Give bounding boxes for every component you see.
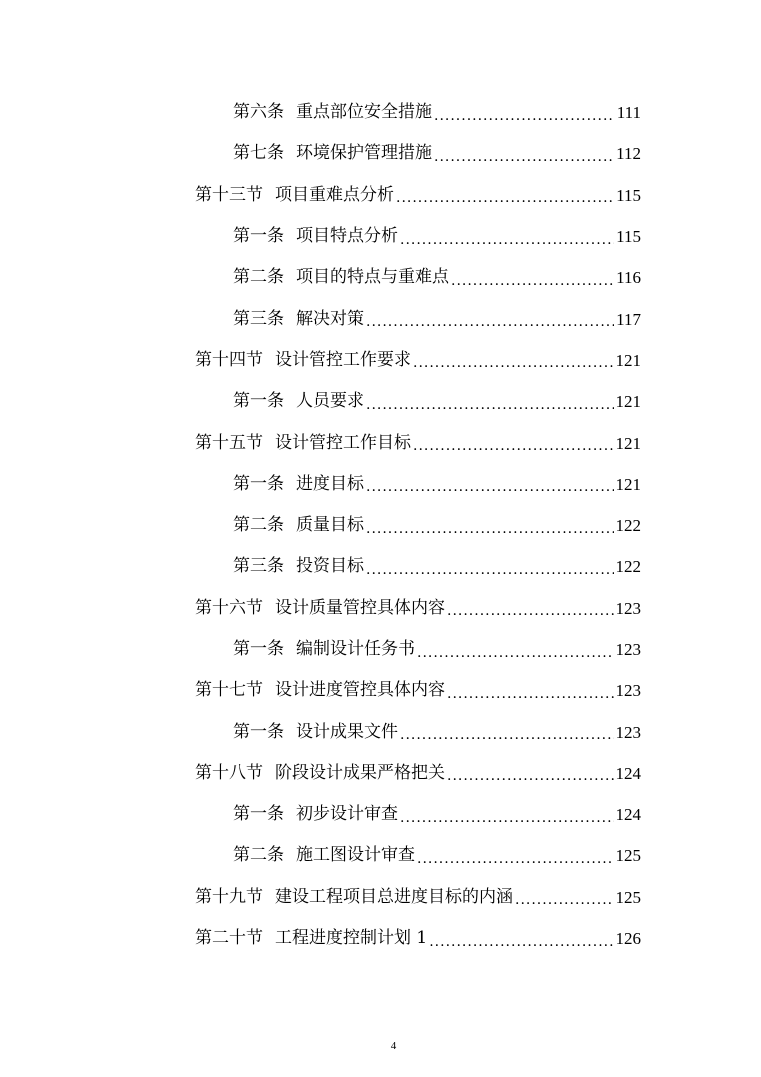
toc-entry-page: 111	[616, 103, 641, 123]
toc-entry-title: 进度目标	[296, 473, 364, 494]
table-of-contents	[0, 92, 761, 959]
toc-entry-page: 123	[615, 640, 641, 659]
toc-entry-page: 115	[616, 227, 641, 247]
toc-entry-number: 第十九节	[195, 886, 263, 907]
toc-entry-page: 122	[615, 516, 641, 536]
toc-entry-number: 第一条	[233, 473, 284, 494]
toc-entry-label	[195, 432, 411, 453]
toc-entry-number: 第十七节	[195, 680, 263, 701]
toc-entry-title: 项目特点分析	[296, 226, 398, 247]
toc-entry-label	[233, 806, 398, 823]
toc-entry-title: 设计成果文件	[296, 721, 398, 742]
toc-entry[interactable]	[0, 588, 761, 629]
toc-entry[interactable]	[0, 629, 761, 670]
toc-leader-dots	[447, 769, 614, 783]
toc-entry-label	[195, 682, 445, 699]
toc-entry-label	[233, 641, 415, 658]
toc-entry-page: 124	[615, 763, 641, 783]
toc-entry-label	[195, 886, 513, 907]
toc-entry-label	[233, 145, 432, 162]
toc-entry-label	[233, 393, 364, 410]
toc-entry-number: 第一条	[233, 639, 284, 659]
toc-entry-label	[233, 558, 364, 575]
toc-entry[interactable]	[0, 918, 761, 959]
toc-entry-page: 112	[616, 144, 641, 164]
toc-entry-title: 投资目标	[296, 556, 364, 577]
toc-entry-number: 第十五节	[195, 432, 263, 453]
toc-entry-title: 环境保护管理措施	[296, 143, 432, 164]
toc-entry-label	[233, 269, 449, 286]
toc-leader-dots	[451, 274, 614, 288]
toc-entry[interactable]	[0, 175, 761, 216]
toc-entry-label	[195, 762, 445, 783]
toc-entry[interactable]	[0, 92, 761, 133]
toc-leader-dots	[366, 522, 614, 536]
toc-entry[interactable]	[0, 133, 761, 174]
toc-leader-dots	[434, 109, 615, 123]
toc-entry-label	[233, 104, 432, 121]
toc-entry-page: 126	[615, 929, 641, 949]
toc-leader-dots	[400, 811, 614, 825]
toc-entry[interactable]	[0, 464, 761, 505]
toc-leader-dots	[400, 233, 614, 247]
toc-entry-label	[195, 597, 445, 618]
toc-entry-page: 124	[615, 805, 641, 825]
toc-entry-number: 第七条	[233, 143, 284, 164]
toc-entry-title: 工程进度控制计划 1	[275, 928, 428, 949]
toc-entry-label	[233, 517, 364, 534]
toc-entry-title: 解决对策	[296, 308, 364, 329]
toc-entry-number: 第十六节	[195, 597, 263, 618]
toc-leader-dots	[400, 728, 614, 742]
toc-leader-dots	[515, 893, 614, 907]
toc-entry-number: 第六条	[233, 102, 284, 123]
toc-entry-page: 121	[615, 433, 641, 453]
toc-entry-label	[233, 847, 415, 864]
toc-leader-dots	[413, 356, 614, 370]
toc-entry-number: 第一条	[233, 721, 284, 742]
toc-entry-title: 质量目标	[296, 515, 364, 536]
toc-entry-label	[195, 930, 427, 947]
toc-entry-title: 项目的特点与重难点	[296, 267, 449, 288]
toc-entry-title: 初步设计审查	[296, 804, 398, 825]
toc-leader-dots	[447, 604, 614, 618]
toc-entry-page: 117	[616, 309, 641, 329]
toc-entry-number: 第一条	[233, 391, 284, 412]
toc-leader-dots	[366, 315, 614, 329]
page-number: 4	[390, 1040, 397, 1052]
toc-entry[interactable]	[0, 670, 761, 711]
toc-entry-page: 121	[615, 350, 641, 370]
toc-entry-title: 设计质量管控具体内容	[275, 597, 445, 618]
toc-entry[interactable]	[0, 381, 761, 422]
toc-leader-dots	[366, 480, 614, 494]
toc-entry-page: 121	[615, 474, 641, 494]
toc-entry-title: 设计管控工作要求	[275, 349, 411, 370]
toc-entry-label	[233, 473, 364, 494]
toc-leader-dots	[417, 646, 614, 660]
toc-entry-number: 第一条	[233, 804, 284, 825]
toc-entry-label	[233, 721, 398, 742]
toc-entry[interactable]	[0, 835, 761, 876]
toc-entry[interactable]	[0, 257, 761, 298]
toc-entry-number: 第二条	[233, 845, 284, 866]
toc-entry-label	[195, 349, 411, 370]
toc-entry-number: 第十三节	[195, 184, 263, 205]
toc-entry-label	[233, 308, 364, 329]
toc-entry-title: 设计进度管控具体内容	[275, 680, 445, 701]
toc-entry-number: 第一条	[233, 226, 284, 247]
toc-entry-page: 125	[615, 887, 641, 907]
toc-entry-number: 第三条	[233, 308, 284, 329]
toc-entry-page: 122	[615, 557, 641, 577]
toc-entry-number: 第二十节	[195, 928, 263, 949]
toc-leader-dots	[366, 398, 614, 412]
toc-entry-title: 设计管控工作目标	[275, 432, 411, 453]
toc-entry-title: 项目重难点分析	[275, 184, 394, 205]
toc-entry[interactable]	[0, 216, 761, 257]
toc-entry-number: 第二条	[233, 515, 284, 536]
toc-entry-title: 重点部位安全措施	[296, 102, 432, 123]
toc-entry-title: 人员要求	[296, 391, 364, 412]
toc-entry-page: 123	[615, 681, 641, 701]
toc-entry-page: 115	[616, 185, 641, 205]
toc-leader-dots	[396, 191, 614, 205]
toc-entry-page: 125	[615, 846, 641, 866]
toc-entry[interactable]	[0, 711, 761, 752]
toc-leader-dots	[413, 439, 614, 453]
toc-entry-page: 123	[615, 722, 641, 742]
toc-entry[interactable]	[0, 422, 761, 463]
toc-entry-title: 施工图设计审查	[296, 845, 415, 866]
toc-entry-title: 编制设计任务书	[296, 639, 415, 659]
toc-entry-number: 第十八节	[195, 762, 263, 783]
toc-entry-page: 121	[615, 392, 641, 412]
toc-entry[interactable]	[0, 753, 761, 794]
toc-entry[interactable]	[0, 340, 761, 381]
toc-entry-label	[195, 184, 394, 205]
toc-entry-number: 第三条	[233, 556, 284, 577]
toc-leader-dots	[366, 563, 614, 577]
toc-entry-number: 第二条	[233, 267, 284, 288]
toc-leader-dots	[447, 687, 614, 701]
toc-entry[interactable]	[0, 877, 761, 918]
toc-entry-title: 建设工程项目总进度目标的内涵	[275, 886, 513, 907]
toc-entry-label	[233, 228, 398, 245]
toc-entry-title: 阶段设计成果严格把关	[275, 762, 445, 783]
toc-leader-dots	[417, 852, 614, 866]
toc-entry[interactable]	[0, 794, 761, 835]
toc-entry-number: 第十四节	[195, 349, 263, 370]
toc-entry-page: 116	[616, 268, 641, 288]
toc-entry[interactable]	[0, 298, 761, 339]
toc-leader-dots	[429, 935, 613, 949]
toc-leader-dots	[434, 150, 614, 164]
toc-entry[interactable]	[0, 505, 761, 546]
toc-entry-page: 123	[615, 598, 641, 618]
toc-entry[interactable]	[0, 546, 761, 587]
